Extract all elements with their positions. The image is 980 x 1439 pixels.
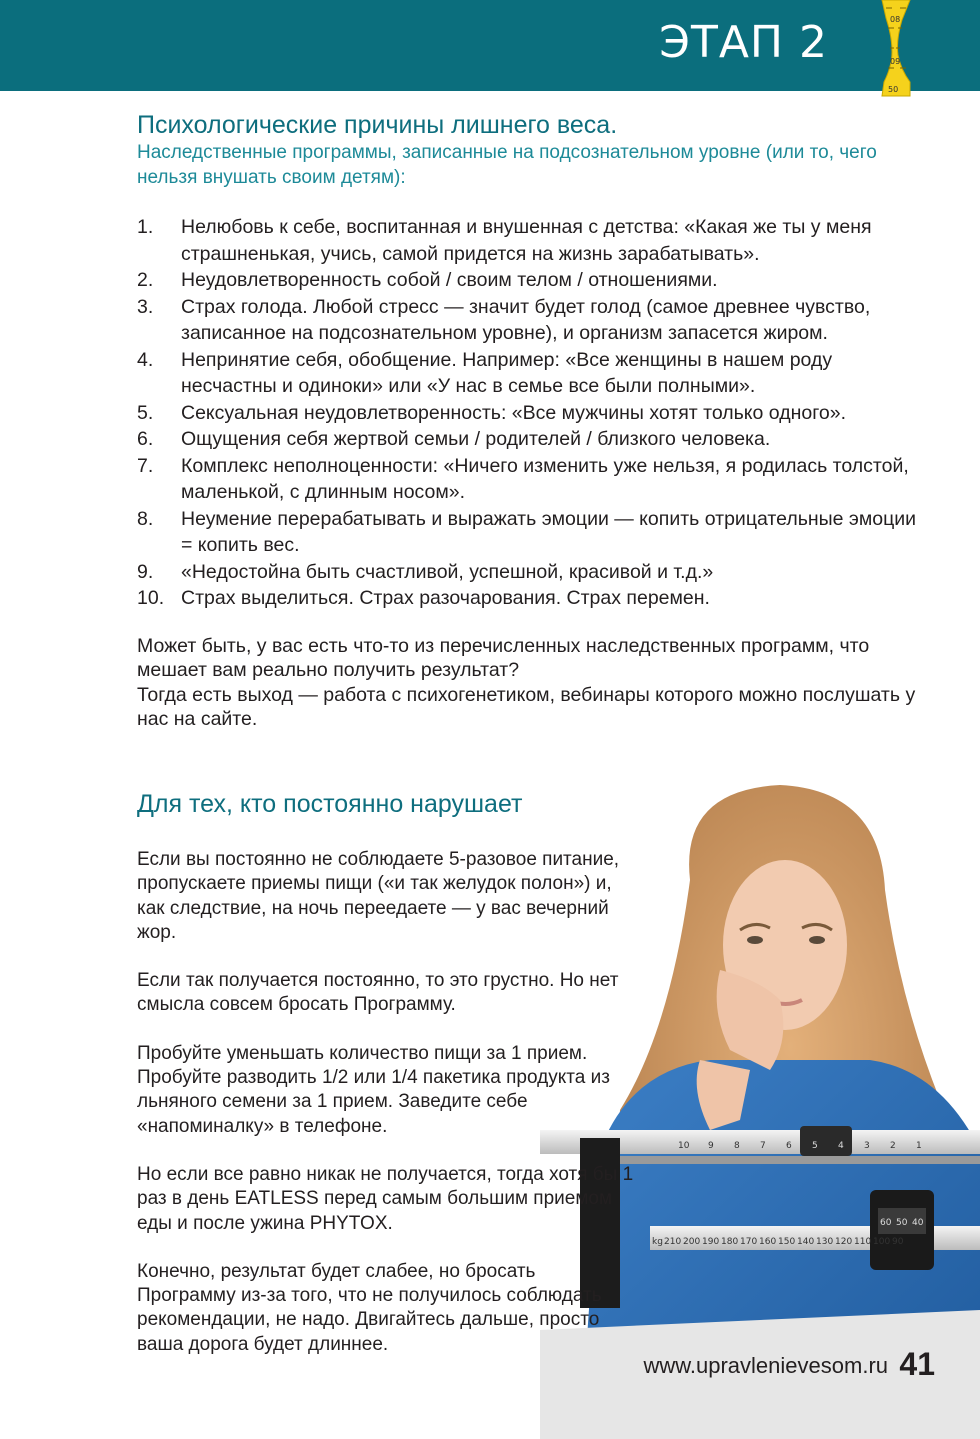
list-item: [137, 453, 917, 506]
list-item: [137, 559, 917, 586]
list-text: Ощущения себя жертвой семьи / родителей / близкого человека.: [181, 428, 771, 450]
paragraph: Конечно, результат будет слабее, но бросать Программу из-за того, что не получилось соблюдать рекомендации, не надо. Двигайтесь дальше, просто ваша дорога будет длиннее.: [137, 1260, 602, 1355]
causes-list: [137, 214, 917, 612]
scale-number: 190: [702, 1237, 720, 1247]
list-item: [137, 294, 917, 347]
paragraph: Пробуйте уменьшать количество пищи за 1 прием. Пробуйте разводить 1/2 или 1/4 пакетика продукта из льняного семени за 1 прием. Заведите себе «напоминалку» в телефоне.: [137, 1042, 610, 1137]
list-text: Сексуальная неудовлетворенность: «Все мужчины хотят только одного».: [181, 401, 847, 424]
list-number: 8.: [137, 507, 154, 530]
section-title: Для тех, кто постоянно нарушает: [137, 790, 523, 818]
paragraph: Если вы постоянно не соблюдаете 5-разовое питание, пропускаете приемы пищи («и так желудок полон») и, как следствие, на ночь переедаете — у вас вечерний жор.: [137, 849, 620, 943]
scale-number: 4: [838, 1141, 844, 1151]
scale-number: 10: [678, 1141, 690, 1151]
scale-number: 5: [812, 1141, 818, 1151]
scale-number: 150: [778, 1237, 796, 1247]
paragraph: Но если все равно никак не получается, тогда хотя бы 1 раз в день EATLESS перед самым большим приемом еды и после ужина PHYTOX.: [137, 1163, 634, 1234]
stage-label: ЭТАП 2: [659, 17, 828, 68]
scale-number: 120: [835, 1237, 853, 1247]
list-item: [137, 267, 917, 294]
tape-number: 09: [890, 57, 901, 66]
list-text: Неудовлетворенность собой / своим телом / отношениями.: [181, 269, 718, 291]
list-item: [137, 347, 917, 400]
scale-number: 90: [892, 1237, 904, 1247]
section-title: Психологические причины лишнего веса.: [137, 111, 618, 139]
scale-number: 160: [759, 1237, 777, 1247]
scale-number: 210: [664, 1237, 682, 1247]
section-violators: [137, 788, 637, 1381]
list-number: 4.: [137, 348, 154, 371]
list-text: «Недостойна быть счастливой, успешной, красивой и т.д.»: [181, 560, 714, 583]
scale-number: 200: [683, 1237, 701, 1247]
list-number: 3.: [137, 295, 154, 318]
list-number: 5.: [137, 401, 154, 424]
scale-number: 3: [864, 1141, 870, 1151]
section-psychological-causes: [137, 110, 917, 732]
scale-number: 6: [786, 1141, 792, 1151]
list-number: 7.: [137, 454, 154, 477]
list-text: Комплекс неполноценности: «Ничего изменить уже нельзя, я родилась толстой, маленькой, с длинным носом».: [181, 454, 909, 503]
list-number: 2.: [137, 269, 154, 291]
scale-number: 8: [734, 1141, 740, 1151]
tape-number: 08: [890, 15, 901, 24]
list-number: 6.: [137, 428, 154, 450]
header-band: [0, 0, 980, 91]
list-item: [137, 506, 917, 559]
list-item: [137, 214, 917, 267]
scale-number: 170: [740, 1237, 758, 1247]
list-text: Непринятие себя, обобщение. Например: «Все женщины в нашем роду несчастны и одиноки» или «У нас в семье все были полными».: [181, 348, 833, 397]
list-item: [137, 585, 917, 612]
page-number: 41: [899, 1346, 935, 1382]
scale-number: 130: [816, 1237, 834, 1247]
weight-box-number: 40: [912, 1218, 924, 1228]
tape-number: 50: [888, 85, 899, 94]
list-text: Страх выделиться. Страх разочарования. Страх перемен.: [181, 587, 710, 609]
closing-text: Может быть, у вас есть что-то из перечисленных наследственных программ, что мешает вам реально получить результат?: [137, 634, 870, 681]
weight-box-number: 50: [896, 1218, 908, 1228]
scale-number: 7: [760, 1141, 766, 1151]
scale-number: 110: [854, 1237, 872, 1247]
closing-text: Тогда есть выход — работа с психогенетиком, вебинары которого можно послушать у нас на сайте.: [137, 683, 916, 730]
list-number: 9.: [137, 560, 154, 583]
weight-box-number: 60: [880, 1218, 892, 1228]
list-text: Нелюбовь к себе, воспитанная и внушенная с детства: «Какая же ты у меня страшненькая, учись, самой придется на жизнь зарабатывать».: [181, 216, 872, 265]
scale-number: 9: [708, 1141, 714, 1151]
scale-number: 2: [890, 1141, 896, 1151]
footer-url[interactable]: www.upravlenievesom.ru: [643, 1353, 888, 1378]
closing-paragraph: [137, 634, 917, 732]
list-item: [137, 426, 917, 453]
list-text: Страх голода. Любой стресс — значит будет голод (самое древнее чувство, записанное на подсознательном уровне), и организм запасется жиром.: [181, 295, 871, 344]
paragraph: Если так получается постоянно, то это грустно. Но нет смысла совсем бросать Программу.: [137, 970, 619, 1016]
list-item: [137, 400, 917, 427]
measuring-tape-icon: [868, 0, 924, 100]
scale-number: 1: [916, 1141, 922, 1151]
scale-number: 180: [721, 1237, 739, 1247]
scale-number: 140: [797, 1237, 815, 1247]
list-number: 1.: [137, 216, 154, 238]
scale-number: 100: [873, 1237, 891, 1247]
scale-unit: kg: [652, 1237, 663, 1247]
section-subtitle: Наследственные программы, записанные на подсознательном уровне (или то, чего нельзя внушать своим детям):: [137, 142, 877, 188]
list-text: Неумение перерабатывать и выражать эмоции — копить отрицательные эмоции = копить вес.: [181, 507, 917, 556]
list-number: 10.: [137, 587, 165, 609]
